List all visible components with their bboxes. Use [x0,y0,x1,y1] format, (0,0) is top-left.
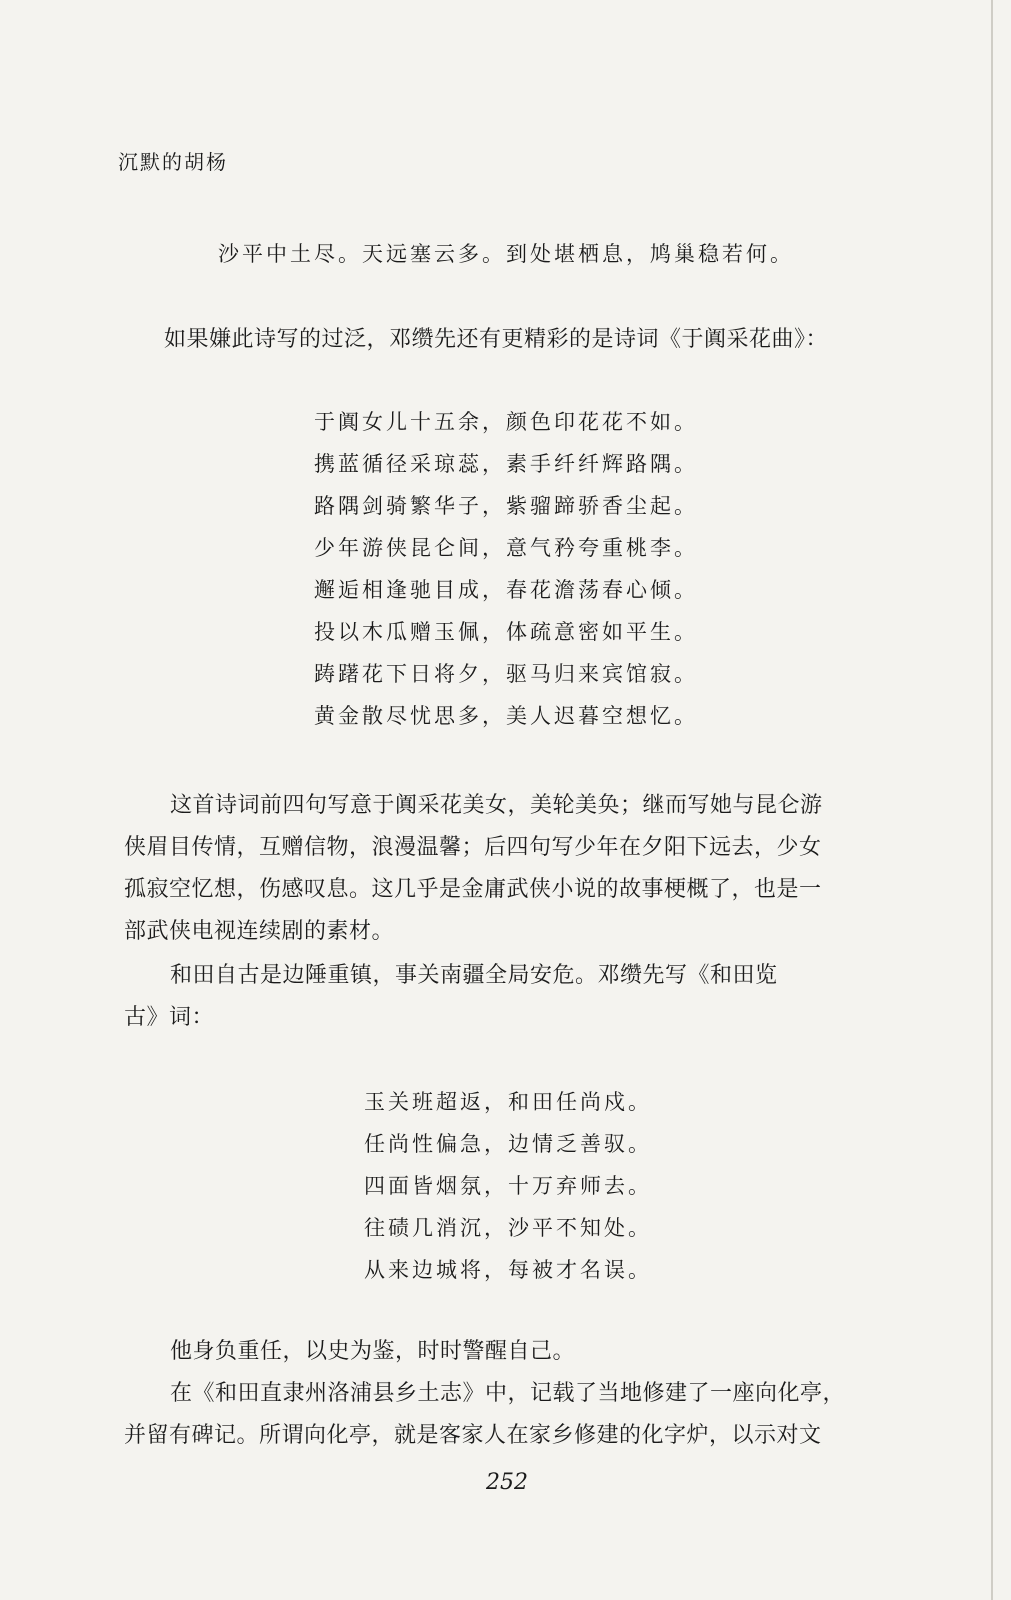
poem2-line: 往碛几消沉，沙平不知处。 [364,1216,652,1240]
page-number: 252 [486,1470,528,1495]
para1-line: 侠眉目传情，互赠信物，浪漫温馨；后四句写少年在夕阳下远去，少女 [124,835,822,860]
para1-line: 孤寂空忆想，伤感叹息。这几乎是金庸武侠小说的故事梗概了，也是一 [124,877,822,902]
para3-line: 他身负重任，以史为鉴，时时警醒自己。 [170,1339,576,1364]
para4-line: 在《和田直隶州洛浦县乡土志》中，记载了当地修建了一座向化亭， [170,1381,846,1406]
para1-line: 这首诗词前四句写意于阗采花美女，美轮美奂；继而写她与昆仑游 [170,793,823,818]
poem2-line: 四面皆烟氛，十万弃师去。 [364,1174,652,1198]
para4-line: 并留有碑记。所谓向化亭，就是客家人在家乡修建的化字炉，以示对文 [124,1423,822,1448]
para2-line: 和田自古是边陲重镇，事关南疆全局安危。邓缵先写《和田览 [170,963,778,988]
poem1-line: 邂逅相逢驰目成，春花澹荡春心倾。 [314,578,698,602]
intro-line: 如果嫌此诗写的过泛，邓缵先还有更精彩的是诗词《于阗采花曲》： [164,327,829,352]
running-head: 沉默的胡杨 [118,150,228,174]
poem1-line: 踌躇花下日将夕，驱马归来宾馆寂。 [314,662,698,686]
poem1-line: 少年游侠昆仑间，意气矜夸重桃李。 [314,536,698,560]
poem2-line: 任尚性偏急，边情乏善驭。 [364,1132,652,1156]
para2-line: 古》词： [124,1005,215,1030]
poem1-line: 黄金散尽忧思多，美人迟暮空想忆。 [314,704,698,728]
poem1-line: 投以木瓜赠玉佩，体疏意密如平生。 [314,620,698,644]
verse-line: 沙平中土尽。天远塞云多。到处堪栖息，鸠巢稳若何。 [218,242,794,266]
poem1-line: 携蓝循径采琼蕊，素手纤纤辉路隅。 [314,452,698,476]
para1-line: 部武侠电视连续剧的素材。 [124,919,395,944]
poem1-line: 于阗女儿十五余，颜色印花花不如。 [314,410,698,434]
poem2-line: 玉关班超返，和田任尚戍。 [364,1090,652,1114]
poem2-line: 从来边城将，每被才名误。 [364,1258,652,1282]
poem1-line: 路隅剑骑繁华子，紫骝蹄骄香尘起。 [314,494,698,518]
page-edge [991,0,993,1600]
